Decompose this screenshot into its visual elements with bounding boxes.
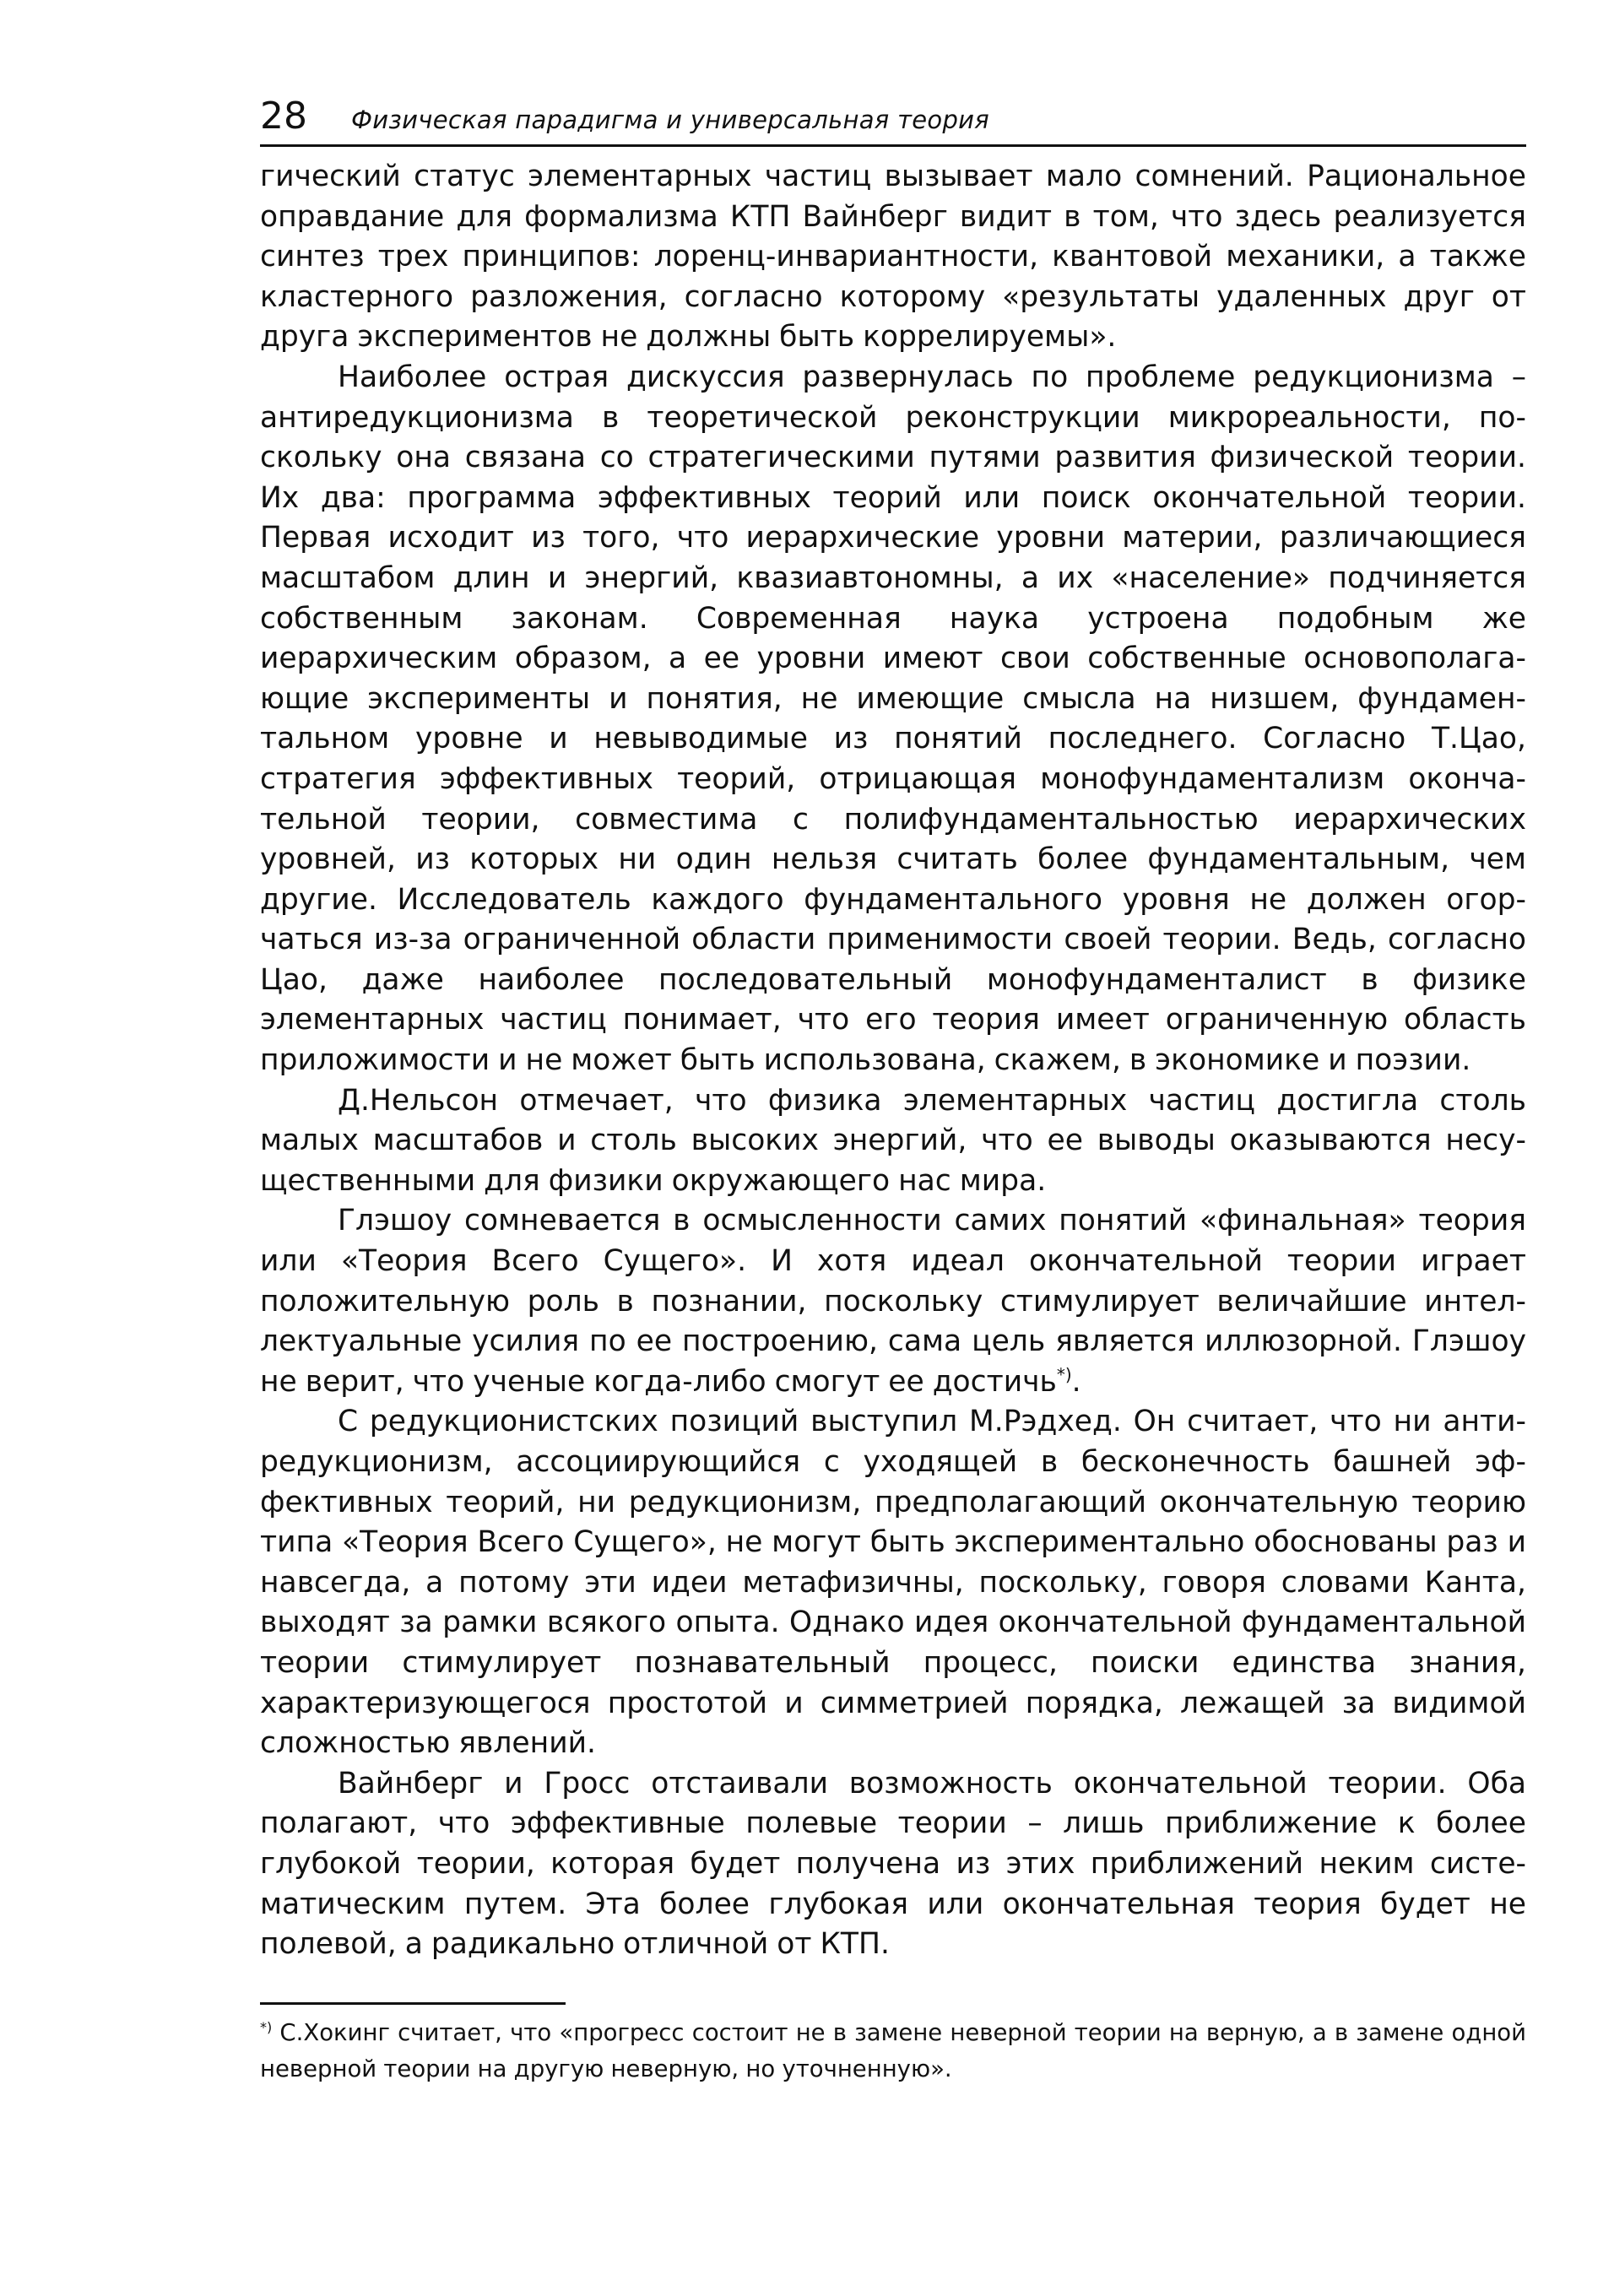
page-number: 28: [260, 95, 307, 138]
paragraph-3: Д.Нельсон отмечает, что физика элементарных частиц достигла столь малых масштабов и столь высоких энергий, что ее выводы оказываются несущественными для физики окружающего нас мира.: [260, 1083, 1526, 1198]
paragraph-6: Вайнберг и Гросс отстаивали возможность окончательной теории. Оба полагают, что эффективные полевые теории – лишь приближение к более глубокой теории, которая будет получена из этих приближений неким систематическим путем. Эта более глубокая или окончательная теория будет не полевой, а радикально отличной от КТП.: [260, 1766, 1526, 1962]
footnote-reference: *): [1056, 1364, 1072, 1385]
running-head: [260, 95, 1526, 147]
footnote: [260, 2015, 1526, 2088]
paragraph-5: С редукционистских позиций выступил М.Рэдхед. Он считает, что ни антиредукционизм, ассоциирующийся с уходящей в бесконечность башней эффективных теорий, ни редукционизм, предполагающий окончательную теорию типа «Теория Всего Сущего», не могут быть экспериментально обоснованы раз и навсегда, а потому эти идеи метафизичны, поскольку, говоря словами Канта, выходят за рамки всякого опыта. Однако идея окончательной фундаментальной теории стимулирует познавательный процесс, поиски единства знания, характеризующегося простотой и симметрией порядка, лежащей за видимой сложностью явлений.: [260, 1405, 1526, 1761]
paragraph-4: Глэшоу сомневается в осмысленности самих понятий «финальная» теория или «Теория Всего Сущего». И хотя идеал окончательной теории играет положительную роль в познании, поскольку стимулирует величайшие интеллектуальные усилия по ее построению, сама цель является иллюзорной. Глэшоу не верит, что ученые когда-либо смогут ее достичь*).: [260, 1204, 1526, 1399]
running-title: Физическая парадигма и универсальная теория: [351, 106, 990, 134]
paragraph-1: гический статус элементарных частиц вызывает мало сомнений. Рациональное оправдание для формализма КТП Вайнберг видит в том, что здесь реализуется синтез трех принципов: лоренц-инвариантности, квантовой механики, а также кластерного разложения, согласно которому «результаты удаленных друг от друга экспериментов не должны быть коррелируемы».: [260, 160, 1526, 355]
body-text: [260, 157, 1526, 1965]
book-page: [260, 95, 1526, 2088]
footnote-divider: [260, 2002, 566, 2005]
footnote-marker: *): [260, 2018, 273, 2035]
paragraph-2: Наиболее острая дискуссия развернулась по проблеме редукционизма – антиредукционизма в теоретической реконструкции микрореальности, поскольку она связана со стратегическими путями развития физической теории. Их два: программа эффективных теорий или поиск окончательной теории. Первая исходит из того, что иерархические уровни материи, различающиеся масштабом длин и энергий, квазиавтономны, а их «население» подчиняется собственным законам. Современная наука устроена подобным же иерархическим образом, а ее уровни имеют свои собственные основополагающие эксперименты и понятия, не имеющие смысла на низшем, фундаментальном уровне и невыводимые из понятий последнего. Согласно Т.Цао, стратегия эффективных теорий, отрицающая монофундаментализм окончательной теории, совместима с полифундаментальностью иерархических уровней, из которых ни один нельзя считать более фундаментальным, чем другие. Исследователь каждого фундаментального уровня не должен огорчаться из-за ограниченной области применимости своей теории. Ведь, согласно Цао, даже наиболее последовательный монофундаменталист в физике элементарных частиц понимает, что его теория имеет ограниченную область приложимости и не может быть использована, скажем, в экономике и поэзии.: [260, 360, 1526, 1078]
footnote-text: С.Хокинг считает, что «прогресс состоит не в замене неверной теории на верную, а в замене одной неверной теории на другую неверную, но уточненную».: [260, 2018, 1526, 2082]
